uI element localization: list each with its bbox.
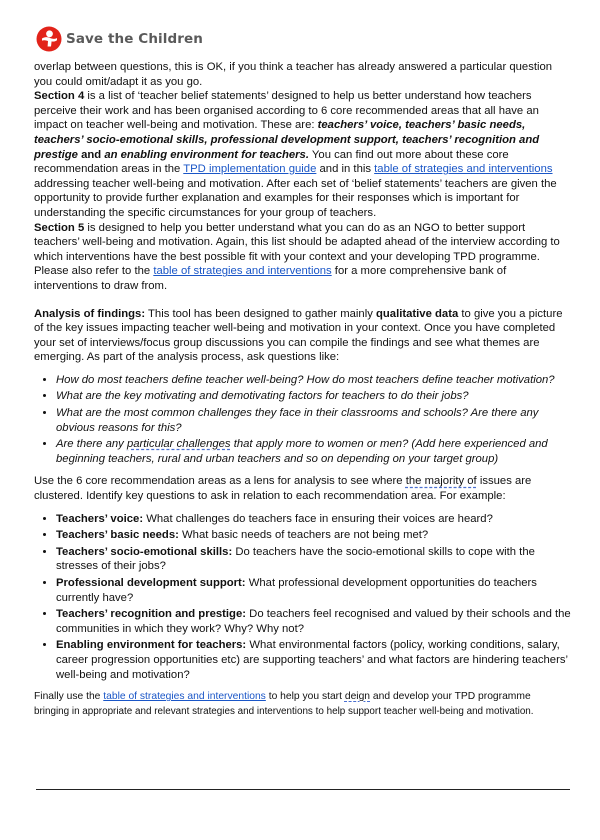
save-the-children-child-icon: [36, 26, 62, 52]
core-areas-text: teachers’ voice, teachers’ basic needs, teachers’ socio-emotional skills, professional development support, teachers’ recognition and prestige: [34, 119, 540, 161]
section-4-paragraph: Section 4 is a list of ‘teacher belief statements’ designed to help us better understand how teachers perceive their work and has been organised according to 6 core recommended areas that all have an impact on teacher well-being and motivation. These are: teachers’ voice, teachers’ basic needs, teachers’ socio-emotional skills, professional development support, teachers’ recognition and prestige and an enabling environment for teachers. You can find out more about these core recommendation areas in the TPD implementation guide and in this table of strategies and interventions addressing teacher well-being and motivation. After each set of ‘belief statements’ teachers are given the opportunity to provide further explanation and examples for their responses which is important for understanding the specific circumstances for your group of teachers.: [34, 90, 557, 219]
list-item: • Teachers’ voice: What challenges do teachers face in ensuring their voices are heard?: [56, 512, 572, 527]
recommendation-areas-list: [34, 512, 572, 683]
analysis-label: Analysis of findings:: [34, 307, 146, 320]
use-areas-paragraph: Use the 6 core recommendation areas as a lens for analysis to see where the majority of issues are clustered. Identify key questions to ask in relation to each recommendation area. For example:: [34, 475, 532, 503]
save-the-children-logo: [36, 26, 203, 52]
section-5-label: Section 5: [34, 221, 85, 234]
list-item: • How do most teachers define teacher well-being? How do most teachers define teacher motivation?: [56, 373, 572, 388]
logo-text: Save the Children: [66, 31, 203, 47]
list-item: • Teachers’ basic needs: What basic needs of teachers are not being met?: [56, 528, 572, 543]
list-item: • What are the key motivating and demotivating factors for teachers to do their jobs?: [56, 389, 572, 404]
tpd-implementation-guide-link[interactable]: TPD implementation guide: [183, 163, 317, 176]
grammar-flag[interactable]: the majority of: [405, 475, 477, 488]
list-item: • Teachers’ recognition and prestige: Do teachers feel recognised and valued by their schools and the communities in which they work? Why? Why not?: [56, 607, 572, 636]
spelling-flag[interactable]: deign: [344, 691, 371, 703]
list-item: • Are there any particular challenges that apply more to women or men? (Add here experienced and beginning teachers, rural and urban teachers and so on depending on your target group): [56, 437, 572, 466]
grammar-flag[interactable]: particular challenges: [126, 438, 231, 451]
list-item: • Teachers’ socio-emotional skills: Do teachers have the socio-emotional skills to cope with the stresses of their jobs?: [56, 545, 572, 574]
intro-paragraph: overlap between questions, this is OK, if you think a teacher has already answered a particular question you could omit/adapt it as you go.: [34, 61, 553, 88]
list-item: • Enabling environment for teachers: What environmental factors (policy, working conditions, salary, career progression opportunities etc) are supporting teachers’ and what factors are hindering teachers’ well-being and motivation?: [56, 638, 572, 682]
strategies-table-link[interactable]: table of strategies and interventions: [374, 163, 553, 176]
analysis-paragraph: Analysis of findings: This tool has been designed to gather mainly qualitative data to give you a picture of the key issues impacting teacher well-being and motivation in your context. Once you have completed your set of interviews/focus group discussions you can compile the findings and see what themes are emerging. As part of the analysis process, ask questions like:: [34, 307, 563, 364]
footer-divider: [36, 789, 570, 790]
strategies-table-link-3[interactable]: table of strategies and interventions: [103, 691, 266, 703]
document-body: [34, 60, 572, 719]
section-4-label: Section 4: [34, 90, 85, 103]
list-item: • What are the most common challenges they face in their classrooms and schools? Are there any obvious reasons for this?: [56, 406, 572, 435]
analysis-questions-list: [34, 373, 572, 467]
strategies-table-link-2[interactable]: table of strategies and interventions: [153, 265, 332, 278]
final-paragraph: Finally use the table of strategies and interventions to help you start deign and develop your TPD programme bringing in appropriate and relevant strategies and interventions to help support teacher well-being and motivation.: [34, 691, 534, 717]
section-5-paragraph: Section 5 is designed to help you better understand what you can do as an NGO to better support teachers’ well-being and motivation. Again, this list should be adapted ahead of the interview according to which interventions have the best possible fit with your context and your developing TPD programme. Please also refer to the table of strategies and interventions for a more comprehensive bank of interventions to draw from.: [34, 221, 560, 292]
list-item: • Professional development support: What professional development opportunities do teachers currently have?: [56, 576, 572, 605]
